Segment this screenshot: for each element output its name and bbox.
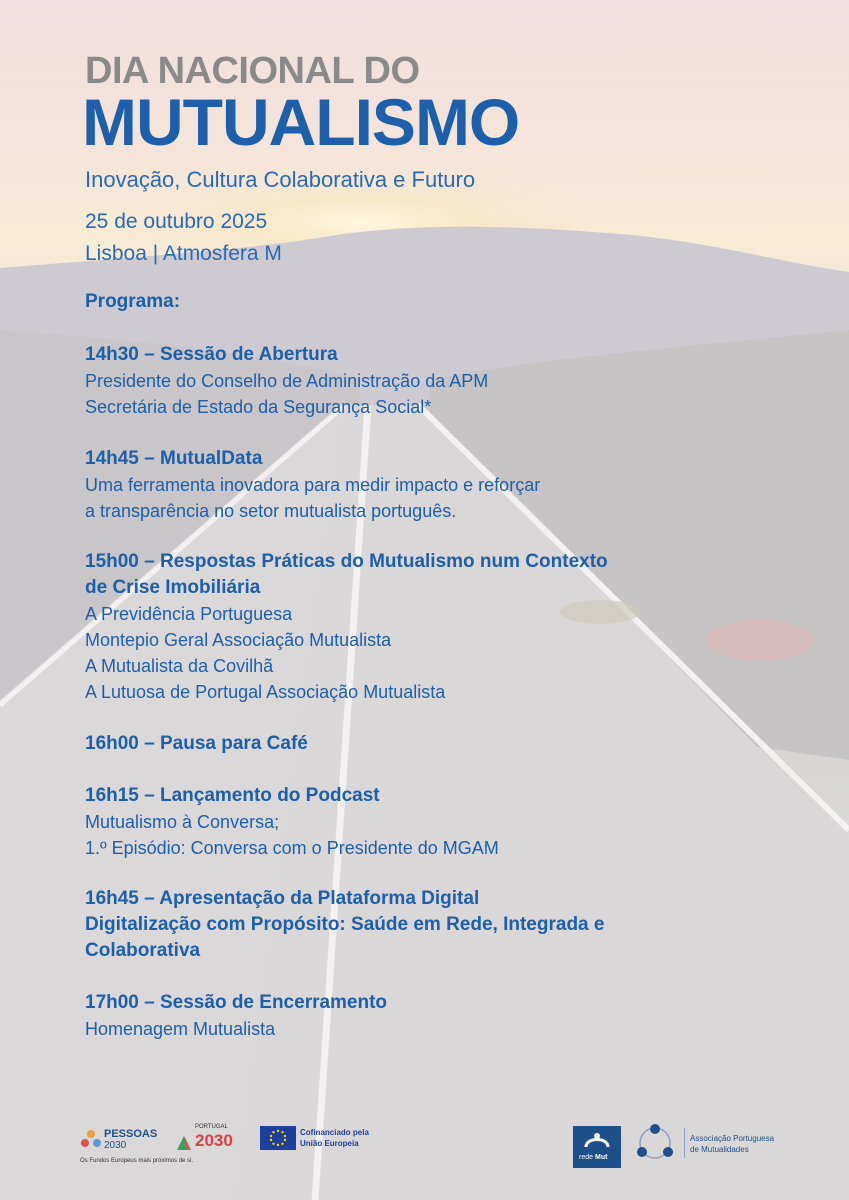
session-title: Colaborativa <box>85 940 201 961</box>
session-detail: A Mutualista da Covilhã <box>85 656 274 676</box>
session-detail: 1.º Episódio: Conversa com o Presidente do MGAM <box>85 838 499 858</box>
session-detail: A Previdência Portuguesa <box>85 604 293 624</box>
session-detail: A Lutuosa de Portugal Associação Mutualista <box>85 682 446 702</box>
session-detail: Secretária de Estado da Segurança Social* <box>85 397 432 417</box>
session-title: 14h45 – MutualData <box>85 448 263 469</box>
apm-label-line2: de Mutualidades <box>690 1145 749 1154</box>
session-title: de Crise Imobiliária <box>85 577 261 598</box>
pessoas-logo-mark-icon <box>80 1128 102 1150</box>
session-closing <box>85 990 387 1042</box>
redemut-label-a: rede <box>579 1154 594 1161</box>
session-opening <box>85 342 488 420</box>
session-detail: a transparência no setor mutualista português. <box>85 501 457 521</box>
portugal-year: 2030 <box>195 1131 233 1150</box>
session-title: 16h00 – Pausa para Café <box>85 733 308 754</box>
pessoas-tagline: Os Fundos Europeus mais próximos de si. <box>80 1158 194 1164</box>
apm-logo-mark-icon <box>632 1122 678 1164</box>
portugal-label: PORTUGAL <box>195 1124 228 1130</box>
eu-cofinancing-logo <box>260 1126 390 1152</box>
session-detail: Uma ferramenta inovadora para medir impacto e reforçar <box>85 475 541 495</box>
apm-logo <box>632 1122 792 1166</box>
apm-label-line1: Associação Portuguesa <box>690 1134 775 1143</box>
apm-divider <box>684 1128 685 1158</box>
pessoas-year: 2030 <box>104 1140 127 1151</box>
session-digital-platform <box>85 886 604 964</box>
session-title: Digitalização com Propósito: Saúde em Rede, Integrada e <box>85 914 605 935</box>
event-subtitle: Inovação, Cultura Colaborativa e Futuro <box>85 167 476 192</box>
eu-flag-icon <box>260 1126 296 1150</box>
session-title: 15h00 – Respostas Práticas do Mutualismo num Contexto <box>85 551 608 572</box>
event-title-big: MUTUALISMO <box>82 85 520 159</box>
session-title: 16h15 – Lançamento do Podcast <box>85 785 380 806</box>
program-heading: Programa: <box>85 291 181 312</box>
bush <box>705 620 815 660</box>
session-detail: Homenagem Mutualista <box>85 1019 276 1039</box>
session-housing-crisis <box>85 549 608 705</box>
session-detail: Mutualismo à Conversa; <box>85 812 280 832</box>
session-mutualdata <box>85 446 540 524</box>
redemut-logo-mark-icon <box>584 1131 610 1149</box>
eu-label-line1: Cofinanciado pela <box>300 1128 369 1137</box>
session-title: 14h30 – Sessão de Abertura <box>85 344 338 365</box>
session-coffee-break <box>85 731 308 757</box>
session-detail: Presidente do Conselho de Administração da APM <box>85 371 489 391</box>
event-date: 25 de outubro 2025 <box>85 210 268 233</box>
session-title: 17h00 – Sessão de Encerramento <box>85 992 388 1013</box>
portugal-2030-logo <box>175 1124 245 1158</box>
session-podcast <box>85 783 499 861</box>
session-detail: Montepio Geral Associação Mutualista <box>85 630 392 650</box>
redemut-label-b: Mut <box>595 1154 608 1161</box>
eu-label-line2: União Europeia <box>300 1139 359 1148</box>
pessoas-label: PESSOAS <box>104 1128 158 1140</box>
redemut-logo <box>573 1126 621 1168</box>
event-title-small: DIA NACIONAL DO <box>85 50 420 92</box>
portugal-logo-mark-icon <box>175 1134 193 1152</box>
session-title: 16h45 – Apresentação da Plataforma Digital <box>85 888 480 909</box>
event-location: Lisboa | Atmosfera M <box>85 242 282 265</box>
